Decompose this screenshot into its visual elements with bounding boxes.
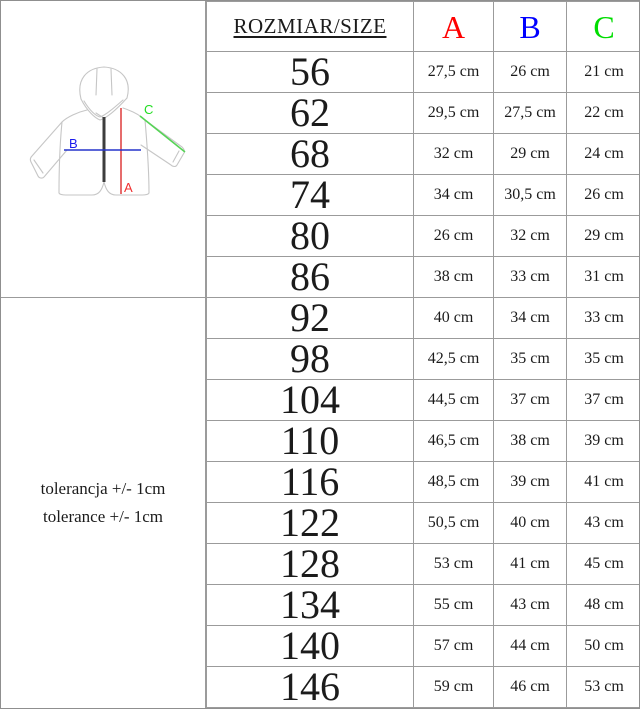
measurement-b: 37 cm [494,380,567,421]
table-row [207,175,640,216]
measurement-a: 27,5 cm [414,52,494,93]
measurement-c: 33 cm [567,298,640,339]
measurement-c: 26 cm [567,175,640,216]
measurement-b: 46 cm [494,667,567,708]
measurement-a: 48,5 cm [414,462,494,503]
measurement-a: 42,5 cm [414,339,494,380]
measurement-c: 53 cm [567,667,640,708]
measurement-c: 37 cm [567,380,640,421]
measurement-b: 34 cm [494,298,567,339]
table-row [207,585,640,626]
measurement-b: 43 cm [494,585,567,626]
table-row [207,134,640,175]
measurement-c: 24 cm [567,134,640,175]
measurement-c: 45 cm [567,544,640,585]
measurement-a: 34 cm [414,175,494,216]
measurement-c: 39 cm [567,421,640,462]
size-value: 92 [207,298,414,339]
measurement-c: 48 cm [567,585,640,626]
jacket-diagram-cell [1,1,205,298]
measurement-b: 32 cm [494,216,567,257]
jacket-outline [30,67,184,195]
measurement-a: 53 cm [414,544,494,585]
size-value: 74 [207,175,414,216]
size-value: 104 [207,380,414,421]
measurement-a: 29,5 cm [414,93,494,134]
table-row [207,216,640,257]
size-value: 86 [207,257,414,298]
table-row [207,93,640,134]
measurement-a: 26 cm [414,216,494,257]
measurement-a: 40 cm [414,298,494,339]
measurement-c: 35 cm [567,339,640,380]
table-row [207,257,640,298]
measurement-b: 27,5 cm [494,93,567,134]
measurement-a: 32 cm [414,134,494,175]
size-value: 140 [207,626,414,667]
size-value: 146 [207,667,414,708]
measurement-b: 41 cm [494,544,567,585]
size-value: 134 [207,585,414,626]
size-column-header-label: ROZMIAR/SIZE [233,14,387,38]
measurement-c: 21 cm [567,52,640,93]
table-row [207,462,640,503]
table-row [207,626,640,667]
measurement-b: 35 cm [494,339,567,380]
size-value: 116 [207,462,414,503]
measurement-b: 39 cm [494,462,567,503]
size-value: 56 [207,52,414,93]
measurement-b: 26 cm [494,52,567,93]
size-value: 62 [207,93,414,134]
size-value: 122 [207,503,414,544]
measurement-b: 30,5 cm [494,175,567,216]
size-table [206,1,640,708]
tolerance-line-en: tolerance +/- 1cm [42,507,164,526]
measurement-a: 57 cm [414,626,494,667]
measurement-a: 44,5 cm [414,380,494,421]
diagram-label-a: A [124,180,133,195]
table-row [207,380,640,421]
measurement-a: 46,5 cm [414,421,494,462]
measurement-c: 22 cm [567,93,640,134]
measurement-a: 55 cm [414,585,494,626]
size-value: 98 [207,339,414,380]
size-column-header [207,2,414,52]
size-value: 68 [207,134,414,175]
measurement-c: 31 cm [567,257,640,298]
measurement-b: 29 cm [494,134,567,175]
size-value: 80 [207,216,414,257]
table-row [207,544,640,585]
left-panel [1,1,206,708]
size-value: 128 [207,544,414,585]
header-row [207,2,640,52]
column-header-a: A [414,2,494,52]
jacket-diagram [1,1,205,297]
measurement-a: 38 cm [414,257,494,298]
measurement-c: 43 cm [567,503,640,544]
tolerance-note [1,298,205,708]
table-row [207,339,640,380]
table-row [207,52,640,93]
table-row [207,667,640,708]
column-header-c: C [567,2,640,52]
measurement-a: 50,5 cm [414,503,494,544]
table-row [207,298,640,339]
measurement-b: 33 cm [494,257,567,298]
measurement-c: 41 cm [567,462,640,503]
column-header-b: B [494,2,567,52]
measurement-b: 38 cm [494,421,567,462]
measurement-a: 59 cm [414,667,494,708]
measurement-c: 50 cm [567,626,640,667]
table-row [207,503,640,544]
measurement-b: 40 cm [494,503,567,544]
size-value: 110 [207,421,414,462]
diagram-label-c: C [144,102,154,117]
diagram-label-b: B [69,136,78,151]
measurement-c: 29 cm [567,216,640,257]
tolerance-line-pl: tolerancja +/- 1cm [40,479,166,498]
measurement-b: 44 cm [494,626,567,667]
table-row [207,421,640,462]
